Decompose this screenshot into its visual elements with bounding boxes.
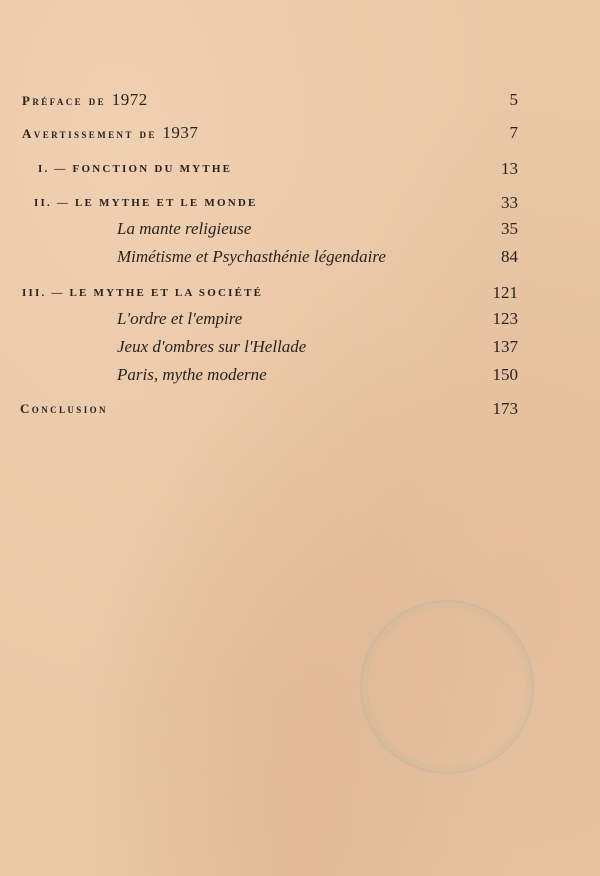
toc-entry-section-mante[interactable] [0,215,600,243]
toc-entry-title: Conclusion [20,401,108,416]
toc-entry-page-number: 33 [501,193,518,212]
toc-entry-section-paris[interactable] [0,361,600,389]
toc-entry-title: I. — FONCTION DU MYTHE [38,163,233,175]
toc-entry-page-number: 150 [492,365,518,384]
toc-entry-title: II. — LE MYTHE ET LE MONDE [34,197,258,209]
toc-entry-section-ordre[interactable] [0,305,600,333]
toc-entry-page-number: 123 [492,309,518,328]
toc-entry-preface[interactable] [0,86,600,114]
toc-entry-page-number: 121 [492,283,518,302]
toc-entry-page-number: 137 [492,337,518,356]
toc-entry-section-jeux[interactable] [0,333,600,361]
toc-entry-title: III. — LE MYTHE ET LA SOCIÉTÉ [22,287,264,299]
toc-entry-chapter-2[interactable] [0,189,600,217]
toc-entry-title: Avertissement de 1937 [22,123,199,142]
toc-entry-title: Préface de 1972 [22,90,148,109]
toc-entry-chapter-3[interactable] [0,279,600,307]
toc-entry-page-number: 7 [509,123,518,142]
toc-entry-page-number: 13 [501,159,518,178]
toc-entry-page-number: 173 [492,399,518,418]
toc-entry-page-number: 35 [501,219,518,238]
toc-entry-title: Paris, mythe moderne [117,365,267,384]
toc-entry-title: Mimétisme et Psychasthénie légendaire [117,247,386,266]
toc-entry-title: La mante religieuse [117,219,252,238]
toc-entry-chapter-1[interactable] [0,155,600,183]
faded-stamp-mark [360,600,534,774]
toc-entry-page-number: 5 [509,90,518,109]
toc-entry-page-number: 84 [501,247,518,266]
toc-entry-title: Jeux d'ombres sur l'Hellade [117,337,307,356]
toc-entry-avertissement[interactable] [0,119,600,147]
toc-entry-section-mimetisme[interactable] [0,243,600,271]
toc-entry-title: L'ordre et l'empire [117,309,243,328]
toc-entry-conclusion[interactable] [0,395,600,423]
